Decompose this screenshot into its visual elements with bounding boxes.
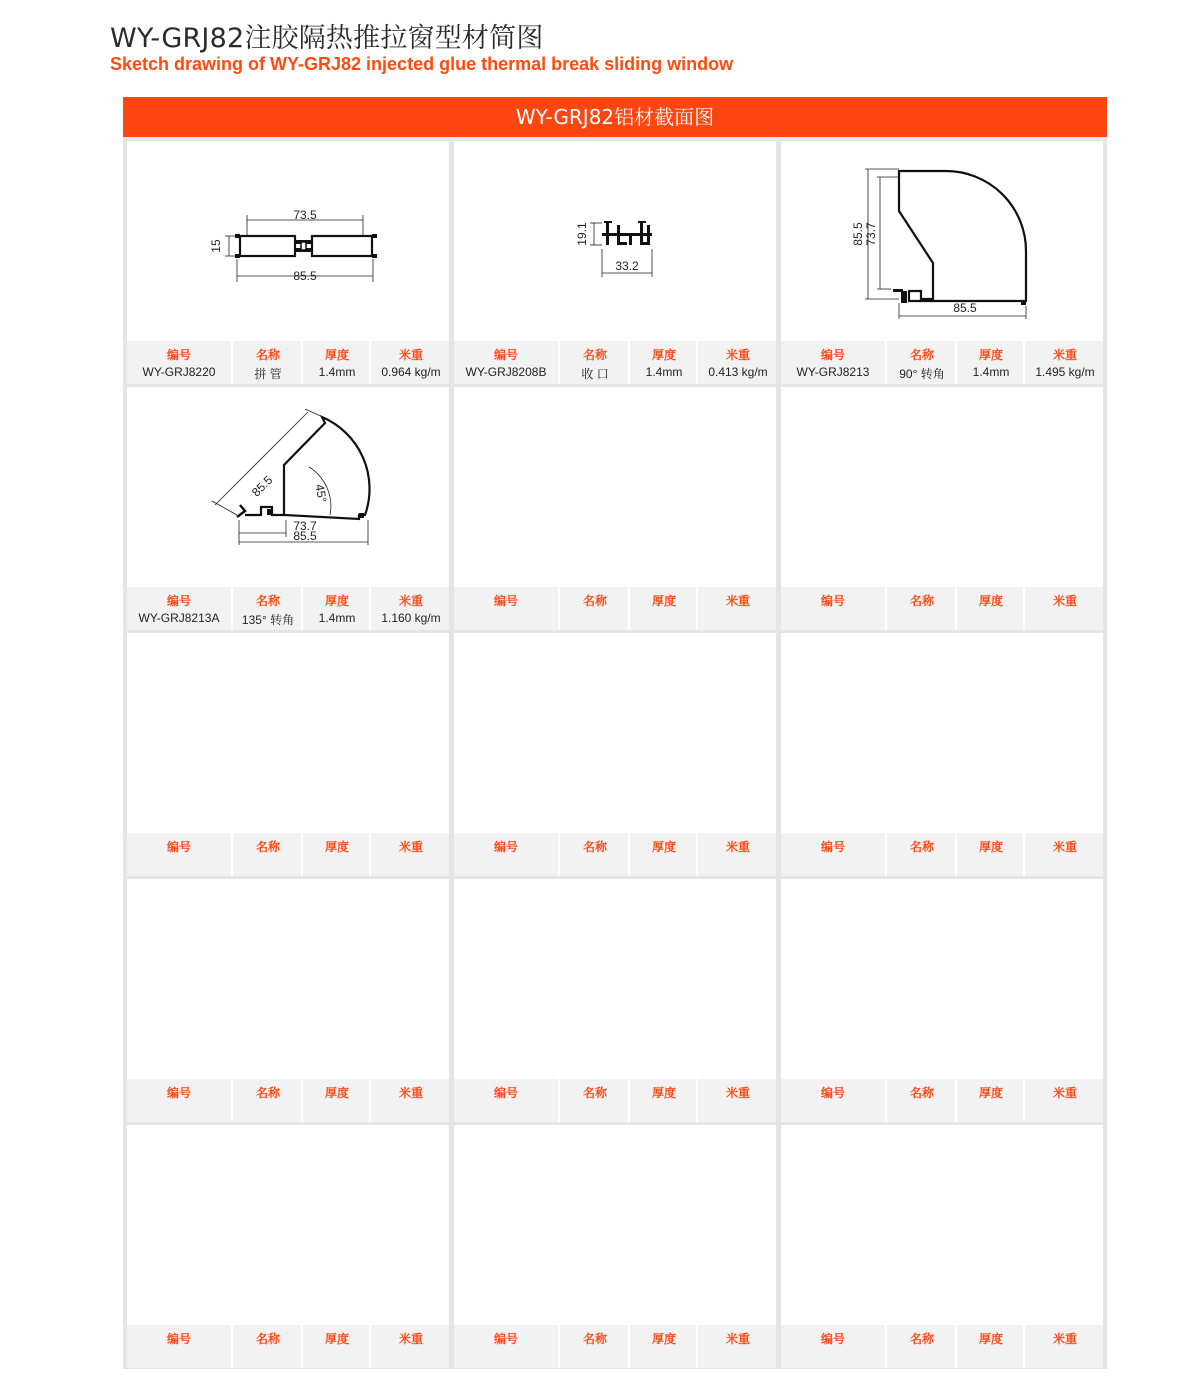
name-column	[231, 341, 303, 384]
name-label: 名称	[255, 348, 280, 362]
profile-drawing	[454, 633, 776, 833]
profile-drawing	[454, 141, 776, 341]
profile-card-10	[127, 879, 449, 1122]
profile-card-4	[127, 387, 449, 630]
name-value: 135° 转角	[241, 613, 295, 627]
weight-column	[369, 341, 451, 384]
code-value: WY-GRJ8213	[796, 365, 870, 379]
profile-info	[454, 587, 776, 630]
thickness-label: 厚度	[324, 348, 349, 362]
name-value: 拼 管	[254, 367, 282, 381]
code-column	[127, 1079, 231, 1122]
page-subtitle: Sketch drawing of WY-GRJ82 injected glue thermal break sliding window	[110, 54, 734, 74]
page-title: WY-GRJ82注胶隔热推拉窗型材简图	[110, 23, 544, 54]
name-column	[558, 1325, 630, 1368]
tube-profile	[235, 234, 377, 258]
code-column	[454, 341, 558, 384]
name-label: 名称	[909, 348, 934, 362]
code-column	[127, 341, 231, 384]
name-label: 名称	[582, 1332, 607, 1346]
dim-height: 15	[209, 239, 223, 253]
code-label: 编号	[166, 594, 191, 608]
section-banner: WY-GRJ82铝材截面图	[123, 97, 1107, 137]
profile-info	[127, 1325, 449, 1368]
code-label: 编号	[166, 1332, 191, 1346]
weight-label: 米重	[1052, 840, 1077, 854]
code-column	[454, 587, 558, 630]
profile-card-9	[781, 633, 1103, 876]
profile-card-5	[454, 387, 776, 630]
profile-drawing	[127, 1125, 449, 1325]
thickness-label: 厚度	[651, 1086, 676, 1100]
profile-drawing	[127, 387, 449, 587]
profile-drawing	[127, 879, 449, 1079]
code-column	[127, 1325, 231, 1368]
dim-diag: 85.5	[248, 472, 276, 500]
profile-drawing	[127, 633, 449, 833]
profile-drawing	[781, 387, 1103, 587]
corner-90-profile	[893, 171, 1026, 305]
corner-90-profile-drawing	[781, 141, 1103, 341]
code-label: 编号	[166, 1086, 191, 1100]
weight-label: 米重	[725, 594, 750, 608]
weight-column	[369, 1079, 451, 1122]
name-label: 名称	[582, 1086, 607, 1100]
name-column	[885, 1079, 957, 1122]
weight-column	[1023, 833, 1105, 876]
code-label: 编号	[493, 840, 518, 854]
profile-info	[781, 341, 1103, 384]
weight-column	[1023, 587, 1105, 630]
name-column	[558, 833, 630, 876]
code-column	[127, 587, 231, 630]
profile-info	[781, 587, 1103, 630]
name-column	[231, 1079, 303, 1122]
profile-grid	[123, 137, 1107, 1369]
profile-card-14	[454, 1125, 776, 1368]
code-column	[454, 1079, 558, 1122]
thickness-label: 厚度	[978, 1086, 1003, 1100]
thickness-column	[301, 341, 371, 384]
weight-label: 米重	[398, 348, 423, 362]
name-label: 名称	[909, 1086, 934, 1100]
name-label: 名称	[582, 840, 607, 854]
code-label: 编号	[820, 1086, 845, 1100]
dim-bottom: 85.5	[293, 269, 317, 283]
tube-profile-drawing	[127, 141, 449, 341]
thickness-column	[955, 587, 1025, 630]
code-label: 编号	[820, 840, 845, 854]
code-value: WY-GRJ8208B	[465, 365, 547, 379]
profile-info	[127, 1079, 449, 1122]
weight-column	[1023, 341, 1105, 384]
profile-drawing	[127, 141, 449, 341]
thickness-label: 厚度	[651, 840, 676, 854]
weight-column	[696, 1325, 778, 1368]
weight-value: 1.495 kg/m	[1035, 365, 1095, 379]
thickness-column	[955, 833, 1025, 876]
code-column	[781, 1325, 885, 1368]
code-column	[781, 587, 885, 630]
profile-info	[454, 833, 776, 876]
name-label: 名称	[255, 1332, 280, 1346]
profile-info	[127, 833, 449, 876]
code-label: 编号	[493, 1332, 518, 1346]
thickness-column	[301, 833, 371, 876]
profile-drawing	[781, 879, 1103, 1079]
name-label: 名称	[909, 840, 934, 854]
name-label: 名称	[255, 1086, 280, 1100]
profile-card-1	[127, 141, 449, 384]
weight-label: 米重	[1052, 1332, 1077, 1346]
profile-card-13	[127, 1125, 449, 1368]
dim-bottom: 85.5	[953, 301, 977, 315]
name-column	[558, 341, 630, 384]
thickness-column	[628, 833, 698, 876]
thickness-column	[955, 1325, 1025, 1368]
weight-column	[696, 587, 778, 630]
dim-inner: 73.7	[864, 222, 878, 246]
profile-info	[781, 1325, 1103, 1368]
name-column	[558, 587, 630, 630]
weight-label: 米重	[398, 1086, 423, 1100]
code-value: WY-GRJ8213A	[138, 611, 220, 625]
profile-info	[127, 341, 449, 384]
weight-column	[1023, 1325, 1105, 1368]
profile-card-3	[781, 141, 1103, 384]
dim-angle: 45°	[312, 483, 330, 504]
code-label: 编号	[820, 1332, 845, 1346]
name-column	[885, 587, 957, 630]
code-column	[781, 341, 885, 384]
weight-label: 米重	[725, 1332, 750, 1346]
name-label: 名称	[582, 594, 607, 608]
profile-info	[781, 1079, 1103, 1122]
thickness-value: 1.4mm	[645, 365, 683, 379]
code-label: 编号	[493, 348, 518, 362]
weight-column	[1023, 1079, 1105, 1122]
corner-135-profile-drawing	[127, 387, 449, 587]
code-column	[781, 833, 885, 876]
profile-drawing	[454, 879, 776, 1079]
name-column	[231, 1325, 303, 1368]
thickness-label: 厚度	[651, 594, 676, 608]
dim-height: 19.1	[575, 222, 589, 246]
name-value: 收 口	[581, 367, 609, 381]
profile-drawing	[781, 633, 1103, 833]
profile-info	[781, 833, 1103, 876]
weight-label: 米重	[398, 840, 423, 854]
thickness-label: 厚度	[324, 840, 349, 854]
thickness-label: 厚度	[324, 1332, 349, 1346]
profile-info	[454, 1325, 776, 1368]
dim-inner: 73.7	[293, 519, 317, 533]
profile-card-6	[781, 387, 1103, 630]
weight-label: 米重	[398, 1332, 423, 1346]
code-label: 编号	[820, 594, 845, 608]
thickness-column	[301, 587, 371, 630]
name-column	[558, 1079, 630, 1122]
thickness-value: 1.4mm	[318, 365, 356, 379]
weight-column	[696, 341, 778, 384]
name-column	[231, 587, 303, 630]
profile-card-11	[454, 879, 776, 1122]
profile-info	[454, 1079, 776, 1122]
closing-profile-drawing	[454, 141, 776, 341]
thickness-label: 厚度	[324, 1086, 349, 1100]
code-label: 编号	[493, 1086, 518, 1100]
name-column	[231, 833, 303, 876]
profile-drawing	[454, 1125, 776, 1325]
thickness-column	[628, 1079, 698, 1122]
weight-value: 1.160 kg/m	[381, 611, 441, 625]
profile-drawing	[781, 1125, 1103, 1325]
profile-drawing	[454, 387, 776, 587]
weight-column	[369, 1325, 451, 1368]
thickness-column	[301, 1079, 371, 1122]
name-column	[885, 1325, 957, 1368]
weight-column	[696, 1079, 778, 1122]
profile-card-7	[127, 633, 449, 876]
code-label: 编号	[820, 348, 845, 362]
thickness-column	[628, 587, 698, 630]
dim-bottom: 85.5	[293, 529, 317, 543]
weight-label: 米重	[725, 840, 750, 854]
thickness-label: 厚度	[651, 348, 676, 362]
weight-label: 米重	[1052, 348, 1077, 362]
weight-column	[369, 587, 451, 630]
thickness-column	[955, 341, 1025, 384]
profile-card-2	[454, 141, 776, 384]
thickness-label: 厚度	[978, 840, 1003, 854]
thickness-column	[628, 1325, 698, 1368]
thickness-label: 厚度	[651, 1332, 676, 1346]
code-label: 编号	[166, 348, 191, 362]
weight-label: 米重	[398, 594, 423, 608]
name-column	[885, 833, 957, 876]
code-column	[781, 1079, 885, 1122]
code-label: 编号	[166, 840, 191, 854]
code-column	[454, 833, 558, 876]
profile-info	[127, 587, 449, 630]
weight-label: 米重	[725, 1086, 750, 1100]
weight-label: 米重	[1052, 594, 1077, 608]
name-label: 名称	[909, 594, 934, 608]
name-column	[885, 341, 957, 384]
thickness-label: 厚度	[978, 594, 1003, 608]
thickness-column	[955, 1079, 1025, 1122]
code-label: 编号	[493, 594, 518, 608]
profile-info	[454, 341, 776, 384]
corner-135-profile	[237, 417, 370, 519]
name-label: 名称	[909, 1332, 934, 1346]
thickness-value: 1.4mm	[318, 611, 356, 625]
profile-drawing	[781, 141, 1103, 341]
name-value: 90° 转角	[899, 367, 945, 381]
thickness-label: 厚度	[978, 1332, 1003, 1346]
dim-outer: 85.5	[851, 222, 865, 246]
profile-card-12	[781, 879, 1103, 1122]
code-column	[454, 1325, 558, 1368]
thickness-label: 厚度	[324, 594, 349, 608]
profile-card-15	[781, 1125, 1103, 1368]
weight-value: 0.413 kg/m	[708, 365, 768, 379]
thickness-label: 厚度	[978, 348, 1003, 362]
profile-card-8	[454, 633, 776, 876]
thickness-column	[301, 1325, 371, 1368]
dim-width: 33.2	[615, 259, 639, 273]
weight-label: 米重	[1052, 1086, 1077, 1100]
dim-top: 73.5	[293, 208, 317, 222]
name-label: 名称	[255, 594, 280, 608]
name-label: 名称	[582, 348, 607, 362]
weight-label: 米重	[725, 348, 750, 362]
weight-column	[696, 833, 778, 876]
weight-value: 0.964 kg/m	[381, 365, 441, 379]
code-value: WY-GRJ8220	[142, 365, 216, 379]
thickness-column	[628, 341, 698, 384]
thickness-value: 1.4mm	[972, 365, 1010, 379]
closing-profile	[602, 221, 652, 245]
name-label: 名称	[255, 840, 280, 854]
weight-column	[369, 833, 451, 876]
code-column	[127, 833, 231, 876]
